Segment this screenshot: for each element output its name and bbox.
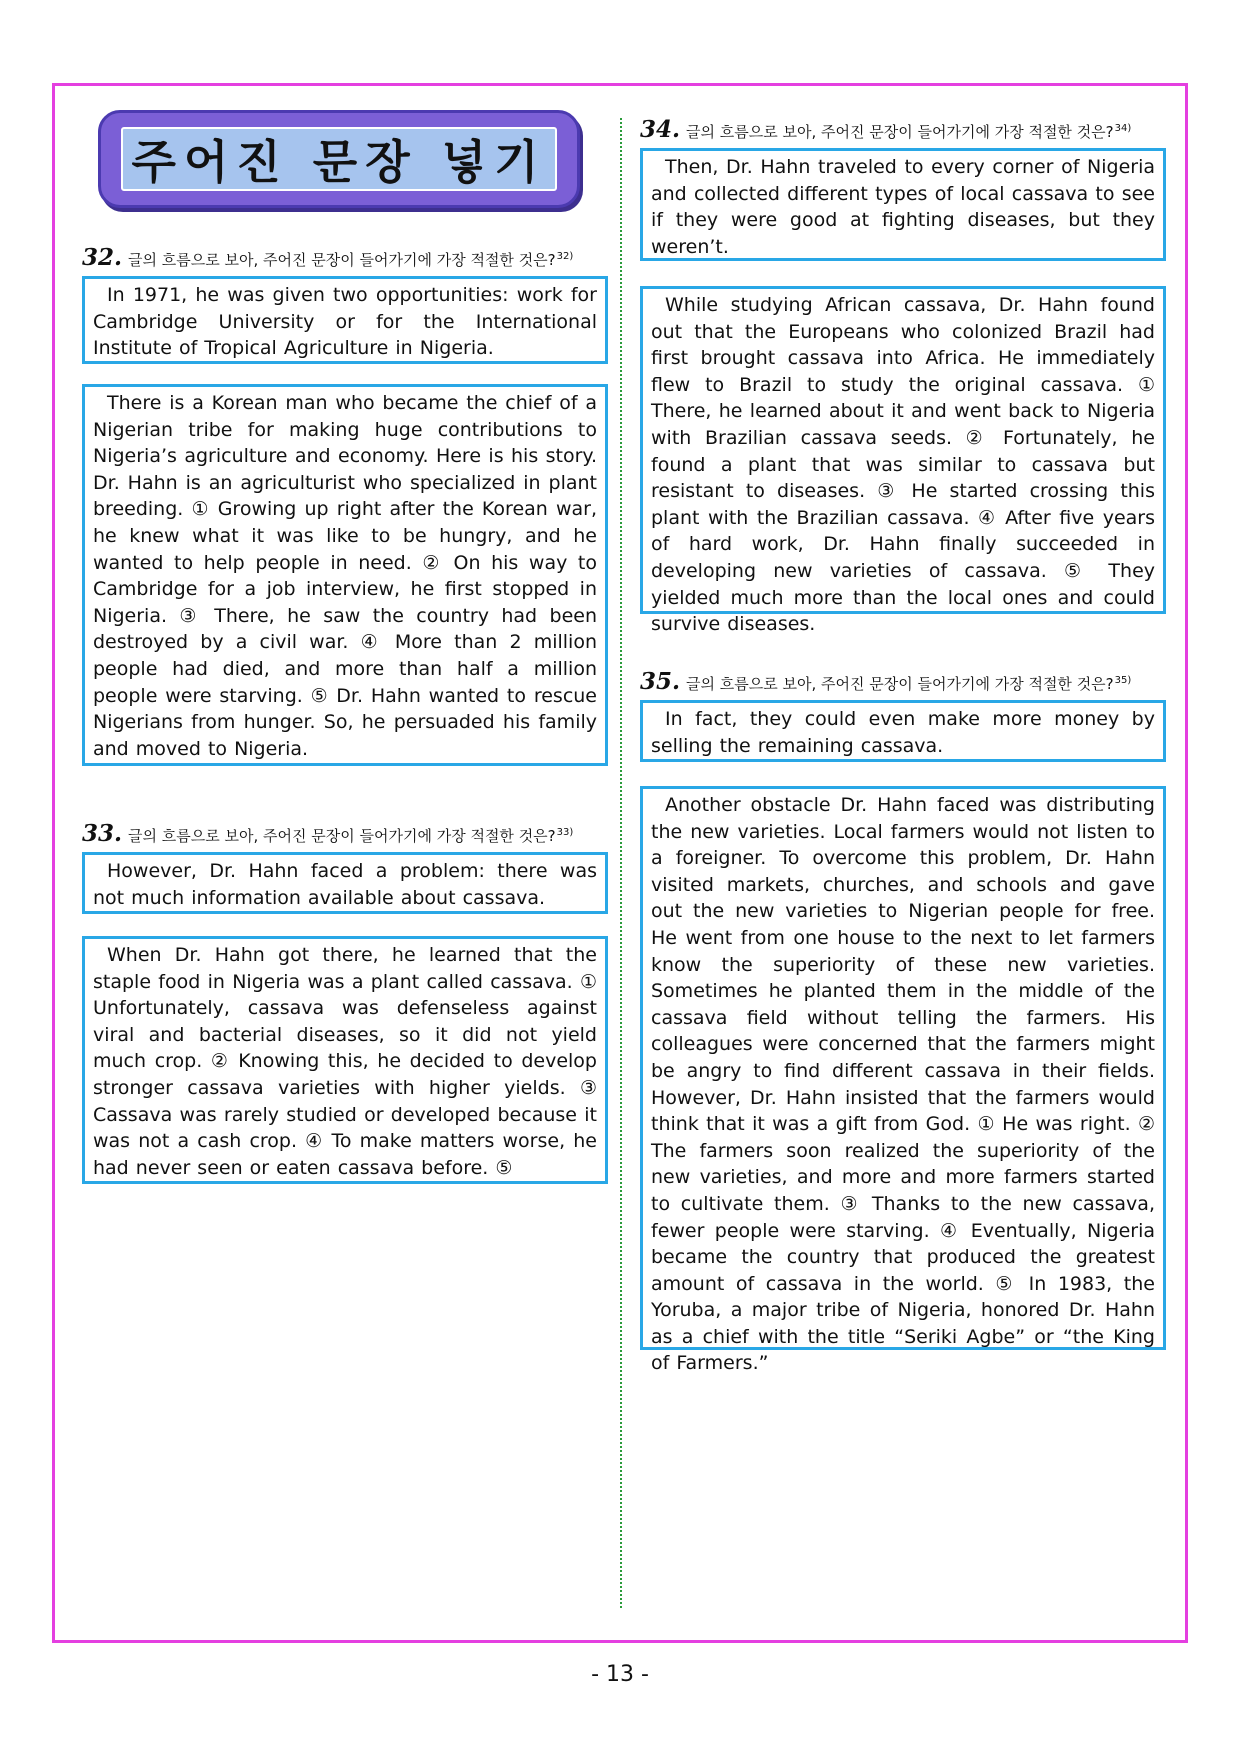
footnote-marker: 34): [1114, 123, 1132, 134]
question-number: 34.: [640, 116, 681, 143]
passage-box-33: [82, 936, 608, 1184]
question-prompt: 글의 흐름으로 보아, 주어진 문장이 들어가기에 가장 적절한 것은?: [128, 827, 556, 845]
page-number: - 13 -: [591, 1662, 649, 1687]
given-sentence-box-33: [82, 852, 608, 914]
question-prompt: 글의 흐름으로 보아, 주어진 문장이 들어가기에 가장 적절한 것은?: [686, 123, 1114, 141]
question-prompt: 글의 흐름으로 보아, 주어진 문장이 들어가기에 가장 적절한 것은?: [128, 251, 556, 269]
passage-box-32: [82, 384, 608, 766]
passage-text: There is a Korean man who became the chief of a Nigerian tribe for making huge contributions to Nigeria’s agriculture and economy. Here is his story. Dr. Hahn is an agriculturist who specialized in plant breeding. ① Growing up right after the Korean war, he knew what it was like to be hungry, and he wanted to help people in need. ② On his way to Cambridge for a job interview, he first stopped in Nigeria. ③ There, he saw the country had been destroyed by a civil war. ④ More than 2 million people had died, and more than half a million people were starving. ⑤ Dr. Hahn wanted to rescue Nigerians from hunger. So, he persuaded his family and moved to Nigeria.: [93, 392, 597, 760]
given-sentence-box-35: [640, 700, 1166, 762]
question-header-34: [640, 116, 1131, 143]
page-title: 주어진 문장 넣기: [131, 135, 547, 189]
given-sentence: Then, Dr. Hahn traveled to every corner of Nigeria and collected different types of local cassava to see if they were good at fighting diseases, but they weren’t.: [651, 156, 1155, 258]
given-sentence-box-32: [82, 276, 608, 364]
question-header-35: [640, 668, 1131, 695]
passage-text: Another obstacle Dr. Hahn faced was distributing the new varieties. Local farmers would not listen to a foreigner. To overcome this problem, Dr. Hahn visited markets, churches, and schools and gave out the new varieties to Nigerian people for free. He went from one house to the next to let farmers know the superiority of these new varieties. Sometimes he planted them in the middle of the cassava field without telling the farmers. His colleagues were concerned that the farmers might be angry to find different cassava in their fields. However, Dr. Hahn insisted that the farmers would think that it was a gift from God. ① He was right. ② The farmers soon realized the superiority of the new varieties, and more and more farmers started to cultivate them. ③ Thanks to the new cassava, fewer people were starving. ④ Eventually, Nigeria became the country that produced the greatest amount of cassava in the world. ⑤ In 1983, the Yoruba, a major tribe of Nigeria, honored Dr. Hahn as a chief with the title “Seriki Agbe” or “the King of Farmers.”: [651, 794, 1155, 1375]
footnote-marker: 33): [556, 827, 574, 838]
question-number: 35.: [640, 668, 681, 695]
section-title-badge: [98, 110, 580, 208]
question-number: 32.: [82, 244, 123, 271]
section-title-panel: [121, 127, 557, 191]
column-divider: [620, 118, 622, 1608]
given-sentence: In 1971, he was given two opportunities: work for Cambridge University or for the International Institute of Tropical Agriculture in Nigeria.: [93, 284, 597, 360]
question-prompt: 글의 흐름으로 보아, 주어진 문장이 들어가기에 가장 적절한 것은?: [686, 675, 1114, 693]
given-sentence: In fact, they could even make more money by selling the remaining cassava.: [651, 708, 1155, 757]
passage-text: While studying African cassava, Dr. Hahn found out that the Europeans who colonized Brazil had first brought cassava into Africa. He immediately flew to Brazil to study the original cassava. ① There, he learned about it and went back to Nigeria with Brazilian cassava seeds. ② Fortunately, he found a plant that was similar to cassava but resistant to diseases. ③ He started crossing this plant with the Brazilian cassava. ④ After five years of hard work, Dr. Hahn finally succeeded in developing new varieties of cassava. ⑤ They yielded much more than the local ones and could survive diseases.: [651, 294, 1155, 636]
question-header-32: [82, 244, 573, 271]
question-number: 33.: [82, 820, 123, 847]
passage-text: When Dr. Hahn got there, he learned that the staple food in Nigeria was a plant called cassava. ① Unfortunately, cassava was defenseless against viral and bacterial diseases, so it did not yield much crop. ② Knowing this, he decided to develop stronger cassava varieties with higher yields. ③ Cassava was rarely studied or developed because it was not a cash crop. ④ To make matters worse, he had never seen or eaten cassava before. ⑤: [93, 944, 597, 1179]
passage-box-34: [640, 286, 1166, 636]
passage-box-35: [640, 786, 1166, 1375]
footnote-marker: 35): [1114, 675, 1132, 686]
footnote-marker: 32): [556, 251, 574, 262]
given-sentence-box-34: [640, 148, 1166, 261]
question-header-33: [82, 820, 573, 847]
given-sentence: However, Dr. Hahn faced a problem: there was not much information available about cassava.: [93, 860, 597, 909]
